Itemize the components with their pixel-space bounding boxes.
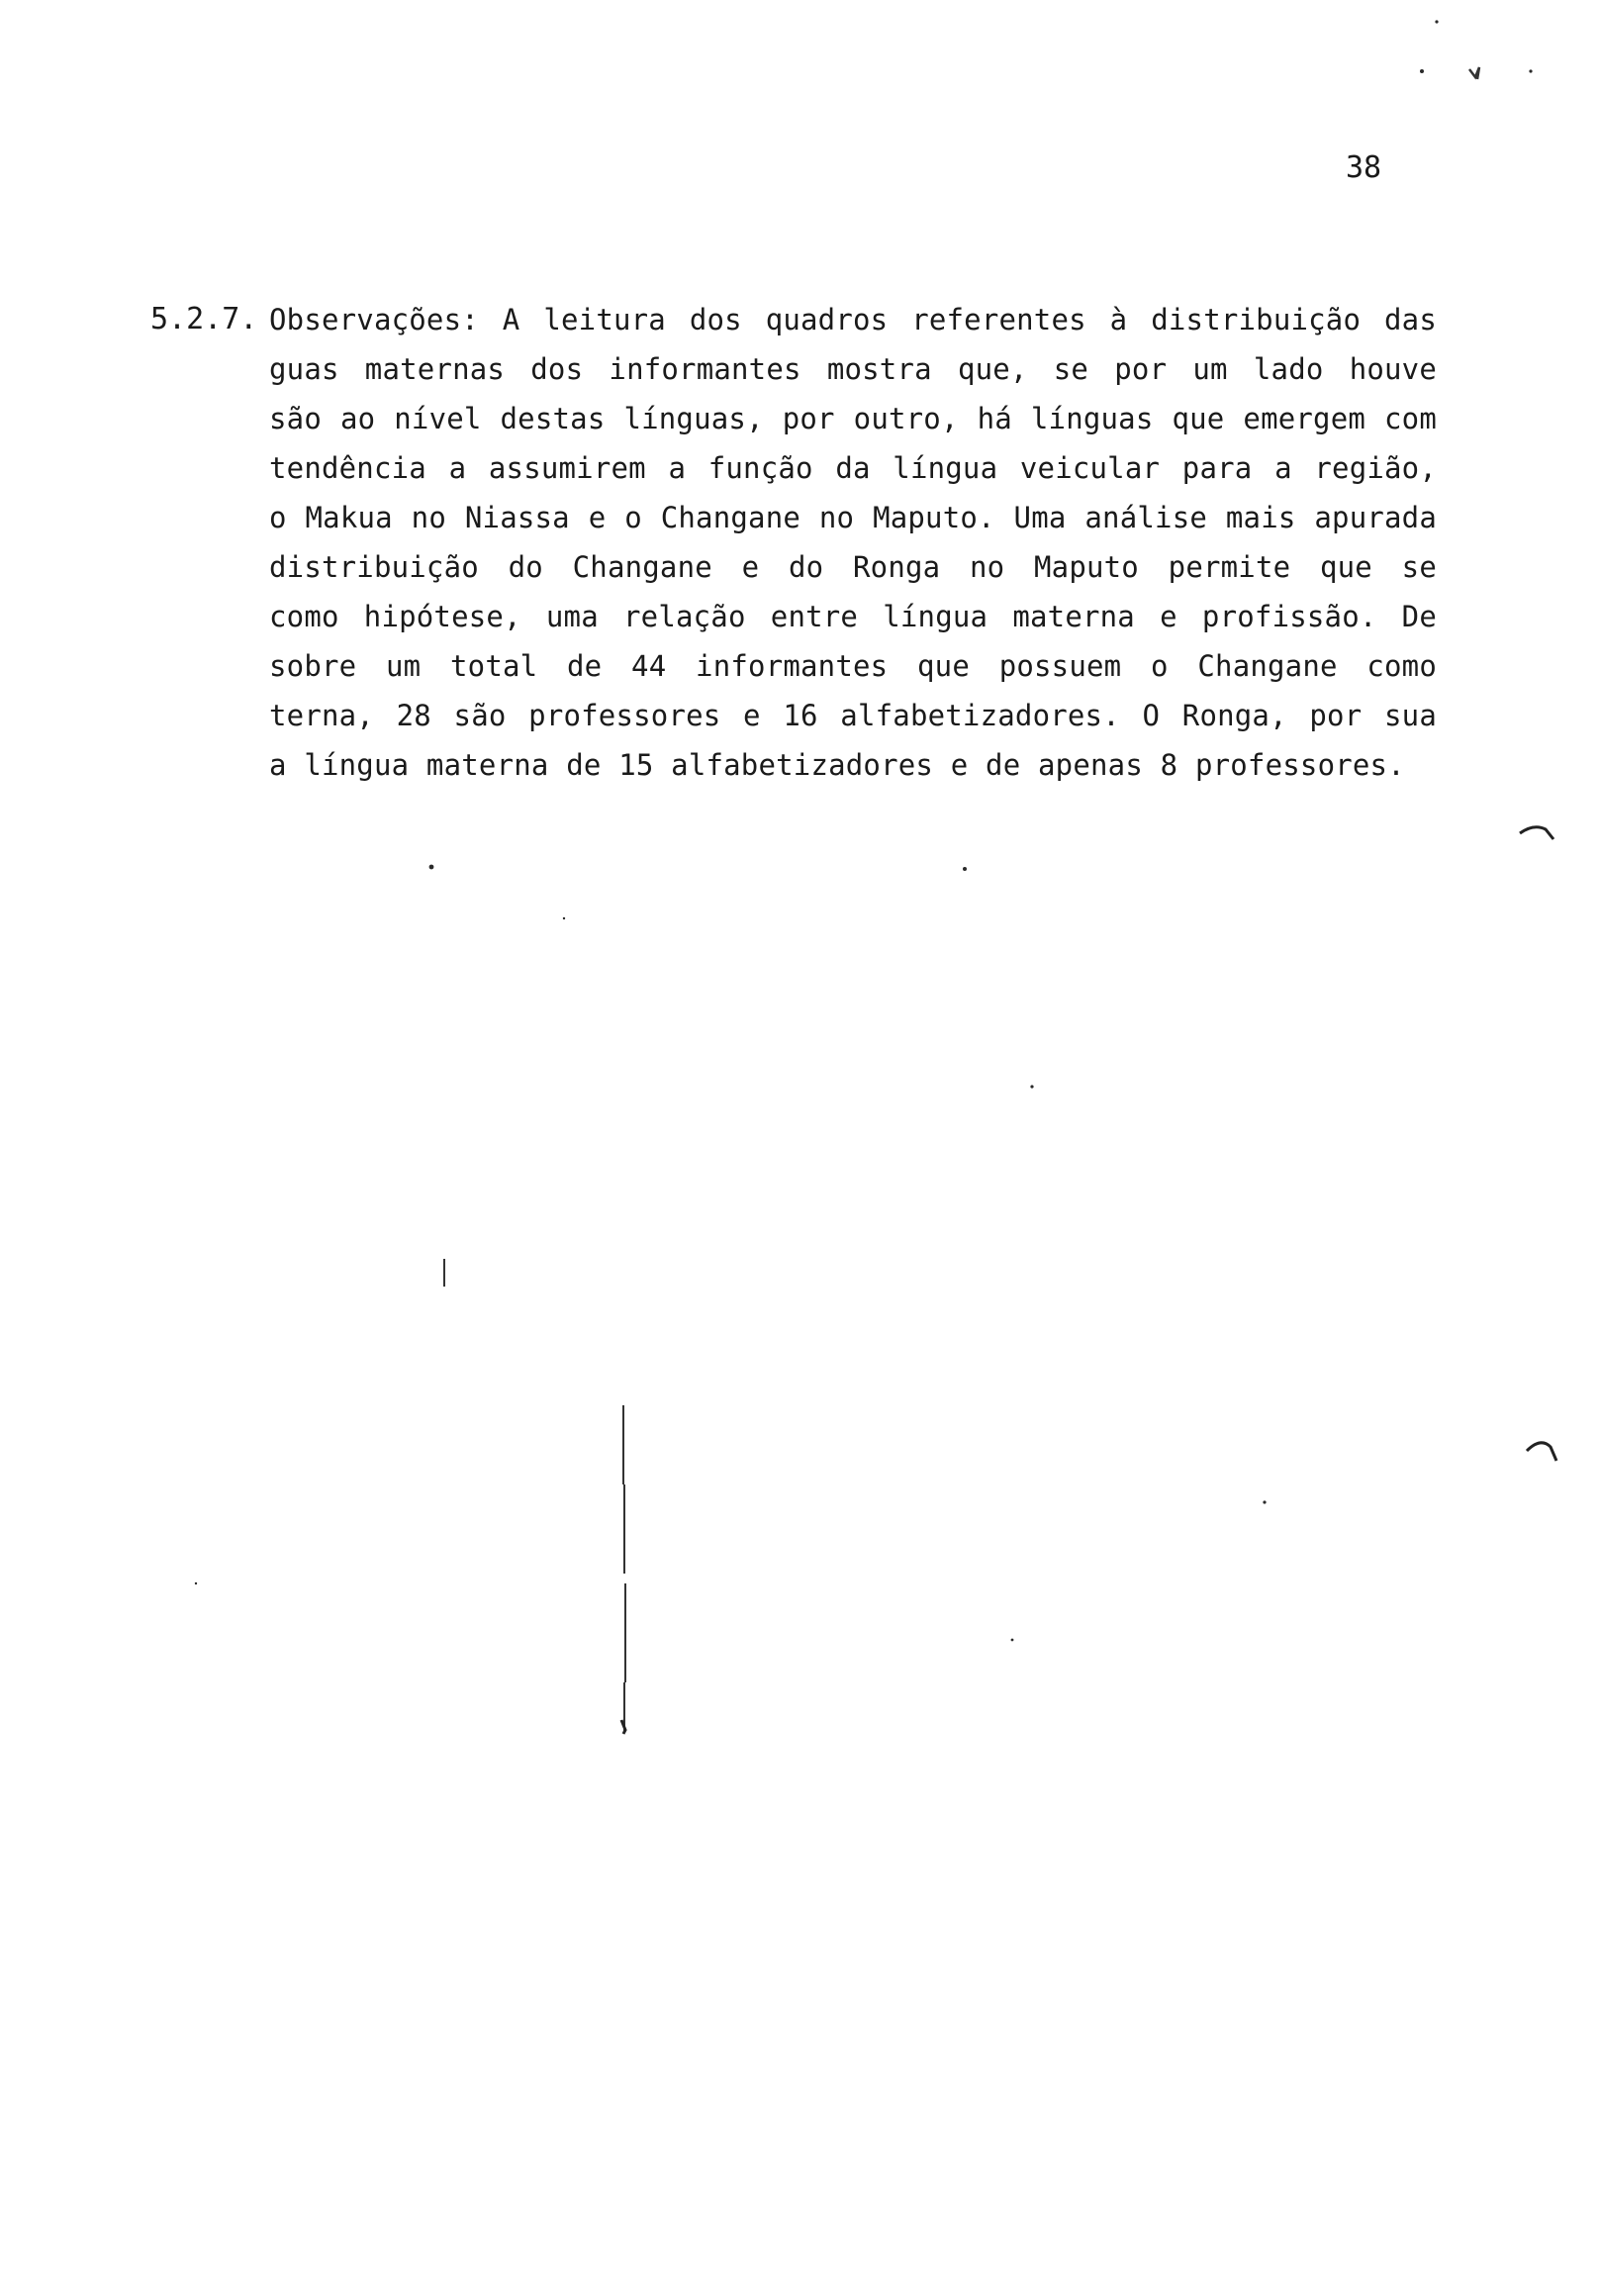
paragraph-line: tendência a assumirem a função da língua veicular para a região, <box>269 451 1437 485</box>
paragraph-line: são ao nível destas línguas, por outro, há línguas que emergem com <box>269 402 1437 435</box>
paragraph-line: o Makua no Niassa e o Changane no Maputo. Uma análise mais apurada <box>269 501 1437 534</box>
paragraph-line: guas maternas dos informantes mostra que, se por um lado houve <box>269 352 1437 386</box>
page-number: 38 <box>1346 150 1382 185</box>
paragraph-line: terna, 28 são professores e 16 alfabetizadores. O Ronga, por sua <box>269 699 1437 732</box>
paragraph-line: sobre um total de 44 informantes que possuem o Changane como <box>269 649 1437 683</box>
paragraph-line: distribuição do Changane e do Ronga no Maputo permite que se <box>269 550 1437 584</box>
paragraph-line: como hipótese, uma relação entre língua materna e profissão. De <box>269 600 1437 633</box>
section-paragraph <box>269 295 1437 790</box>
paragraph-line: a língua materna de 15 alfabetizadores e de apenas 8 professores. <box>269 748 1405 782</box>
section-number: 5.2.7. <box>150 302 258 336</box>
paragraph-line: Observações: A leitura dos quadros referentes à distribuição das <box>269 303 1437 336</box>
